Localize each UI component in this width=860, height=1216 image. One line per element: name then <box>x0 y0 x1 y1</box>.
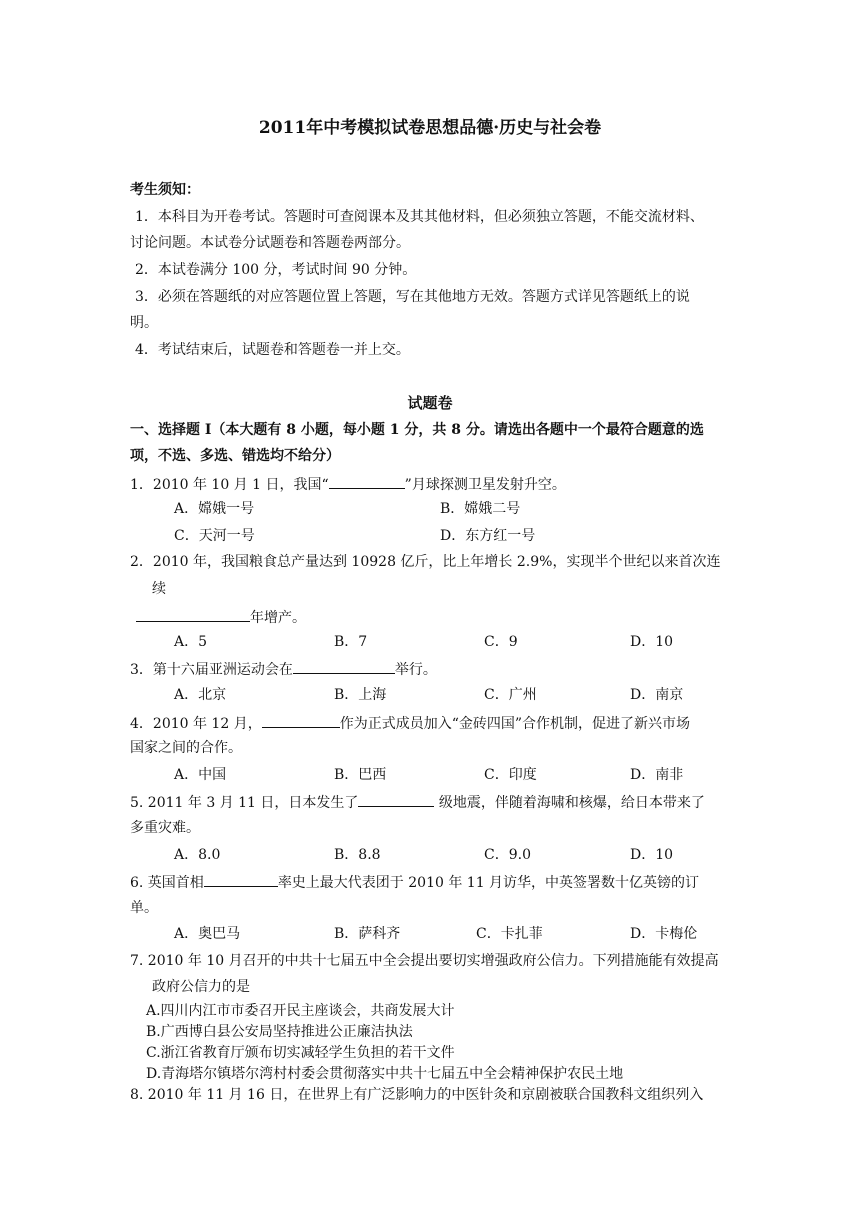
option-b: B．8.8 <box>334 847 381 863</box>
answer-blank <box>262 712 340 728</box>
option-d: D．东方红一号 <box>440 528 536 544</box>
question-2: 2．2010 年，我国粮食总产量达到 10928 亿斤，比上年增长 2.9%，实现半个世纪以来首次连 <box>130 554 721 570</box>
notice-item: 明。 <box>130 315 158 331</box>
answer-blank <box>358 791 434 807</box>
question-4 <box>130 712 690 734</box>
answer-blank <box>204 871 278 887</box>
option-d: D.青海塔尔镇塔尔湾村村委会贯彻落实中共十七届五中全会精神保护农民土地 <box>146 1066 624 1082</box>
question-6-cont: 单。 <box>130 900 158 916</box>
question-text: 举行。 <box>394 662 437 678</box>
question-6 <box>130 871 699 893</box>
option-a: A.四川内江市市委召开民主座谈会，共商发展大计 <box>146 1003 455 1019</box>
option-d: D．卡梅伦 <box>630 926 698 942</box>
answer-blank <box>329 473 405 489</box>
question-text: 5. 2011 年 3 月 11 日，日本发生了 <box>130 795 359 811</box>
notice-heading: 考生须知： <box>130 182 200 198</box>
option-b: B．萨科齐 <box>334 926 401 942</box>
question-8: 8. 2010 年 11 月 16 日，在世界上有广泛影响力的中医针灸和京剧被联合国教科文组织列入 <box>130 1087 704 1103</box>
question-5 <box>130 791 705 813</box>
answer-blank <box>293 658 395 674</box>
option-c: C．印度 <box>484 767 537 783</box>
option-c: C．广州 <box>484 687 537 703</box>
question-3 <box>130 658 437 680</box>
option-d: D．10 <box>630 634 674 650</box>
option-d: D．南非 <box>630 767 684 783</box>
question-5-cont: 多重灾难。 <box>130 820 200 836</box>
option-b: B．上海 <box>334 687 387 703</box>
part1-heading-cont: 项，不选、多选、错选均不给分） <box>130 448 340 464</box>
option-b: B．7 <box>334 634 368 650</box>
question-2-line3 <box>136 606 306 628</box>
question-7-cont: 政府公信力的是 <box>152 979 250 995</box>
question-text: 率史上最大代表团于 2010 年 11 月访华，中英签署数十亿英镑的订 <box>277 875 700 891</box>
question-text: 作为正式成员加入“金砖四国”合作机制，促进了新兴市场 <box>339 716 691 732</box>
part1-heading: 一、选择题 I（本大题有 8 小题，每小题 1 分，共 8 分。请选出各题中一个最符合题意的选 <box>130 422 704 438</box>
option-c: C.浙江省教育厅颁布切实减轻学生负担的若干文件 <box>146 1045 455 1061</box>
question-text: 4．2010 年 12 月， <box>130 716 262 732</box>
option-c: C．9 <box>484 634 518 650</box>
option-a: A．奥巴马 <box>174 926 241 942</box>
option-a: A．8.0 <box>174 847 221 863</box>
question-7: 7. 2010 年 10 月召开的中共十七届五中全会提出要切实增强政府公信力。下列措施能有效提高 <box>130 953 719 969</box>
option-c: C．9.0 <box>484 847 531 863</box>
option-a: A．中国 <box>174 767 227 783</box>
notice-item: 4．考试结束后，试题卷和答题卷一并上交。 <box>135 342 410 358</box>
page-title: 2011年中考模拟试卷思想品德·历史与社会卷 <box>258 118 602 138</box>
section-title: 试题卷 <box>407 394 453 412</box>
notice-item: 讨论问题。本试卷分试题卷和答题卷两部分。 <box>130 235 410 251</box>
option-c: C．天河一号 <box>174 528 255 544</box>
option-b: B．嫦娥二号 <box>440 501 521 517</box>
question-text: 6. 英国首相 <box>130 875 204 891</box>
question-text: 1．2010 年 10 月 1 日，我国“ <box>130 477 329 493</box>
answer-blank <box>136 606 250 622</box>
question-1 <box>130 473 566 495</box>
question-text: 3．第十六届亚洲运动会在 <box>130 662 293 678</box>
notice-item: 3．必须在答题纸的对应答题位置上答题，写在其他地方无效。答题方式详见答题纸上的说 <box>135 289 690 305</box>
question-4-cont: 国家之间的合作。 <box>130 740 242 756</box>
question-text: 级地震，伴随着海啸和核爆，给日本带来了 <box>434 795 705 811</box>
option-d: D．南京 <box>630 687 684 703</box>
notice-item: 1．本科目为开卷考试。答题时可查阅课本及其其他材料，但必须独立答题，不能交流材料、 <box>135 209 704 225</box>
option-a: A．北京 <box>174 687 227 703</box>
option-a: A．嫦娥一号 <box>174 501 255 517</box>
question-2-cont: 续 <box>152 581 166 597</box>
notice-item: 2．本试卷满分 100 分，考试时间 90 分钟。 <box>135 262 417 278</box>
option-b: B．巴西 <box>334 767 387 783</box>
question-text: ”月球探测卫星发射升空。 <box>404 477 566 493</box>
option-a: A．5 <box>174 634 208 650</box>
option-d: D．10 <box>630 847 674 863</box>
option-b: B.广西博白县公安局坚持推进公正廉洁执法 <box>146 1024 413 1040</box>
option-c: C．卡扎菲 <box>476 926 543 942</box>
question-text: 年增产。 <box>250 610 306 626</box>
